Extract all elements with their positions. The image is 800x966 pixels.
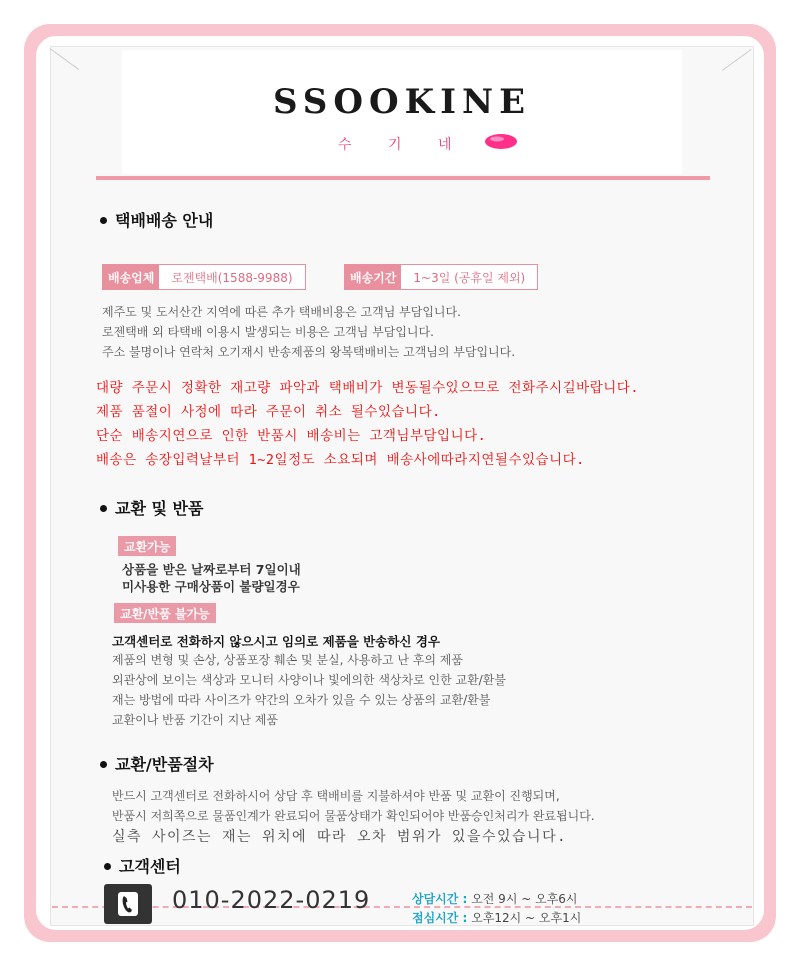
procedure-line: 반드시 고객센터로 전화하시어 상담 후 택배비를 지불하셔야 반품 및 교환이 진행되며, — [112, 789, 560, 803]
bullet-icon — [100, 217, 107, 224]
shipping-notes — [102, 302, 515, 362]
exchange-impossible-label: 교환/반품 불가능 — [114, 603, 216, 623]
exchange-possible-item: 상품을 받은 날짜로부터 7일이내 — [122, 562, 301, 577]
exchange-impossible-list — [112, 650, 506, 730]
procedure-lines — [112, 786, 595, 826]
brand-subtitle: 수 기 네 — [338, 137, 468, 153]
bullet-icon — [100, 761, 107, 768]
red-notice — [96, 376, 639, 472]
red-note: 배송은 송장입력날부터 1~2일정도 소요되며 배송사에따라지연될수있습니다. — [96, 452, 585, 468]
shipping-note: 제주도 및 도서산간 지역에 따른 추가 택배비용은 고객님 부담입니다. — [102, 305, 461, 319]
shipping-note: 로젠택배 외 타택배 이용시 발생되는 비용은 고객님 부담입니다. — [102, 325, 434, 339]
exchange-possible-item: 미사용한 구매상품이 불량일경우 — [122, 579, 300, 594]
consult-hours — [412, 890, 578, 907]
procedure-line: 반품시 저희쪽으로 물품인계가 완료되어 물품상태가 확인되어야 반품승인처리가 완료됩니다. — [112, 809, 595, 823]
exchange-possible-label: 교환가능 — [118, 536, 176, 556]
exchange-impossible-head: 고객센터로 전화하지 않으시고 임의로 제품을 반송하신 경우 — [112, 634, 440, 649]
red-note: 제품 품절이 사정에 따라 주문이 취소 될수있습니다. — [96, 404, 441, 420]
red-note: 단순 배송지연으로 인한 반품시 배송비는 고객님부담입니다. — [96, 428, 487, 444]
lunch-hours-value: 오후12시 ~ 오후1시 — [471, 911, 582, 925]
phone-icon — [104, 884, 152, 924]
contact-title: 고객센터 — [104, 854, 181, 877]
bullet-icon — [104, 863, 111, 870]
exchange-impossible-item: 제품의 변형 및 손상, 상품포장 훼손 및 분실, 사용하고 난 후의 제품 — [112, 653, 463, 667]
logo-divider — [96, 176, 710, 180]
shipping-title: 택배배송 안내 — [100, 208, 213, 231]
phone-number: 010-2022-0219 — [172, 886, 371, 914]
consult-hours-value: 오전 9시 ~ 오후6시 — [471, 892, 578, 906]
exchange-impossible-item: 외관상에 보이는 색상과 모니터 사양이나 빛에의한 색상차로 인한 교환/환불 — [112, 673, 506, 687]
period-tag — [344, 264, 538, 290]
carrier-label: 배송업체 — [103, 265, 159, 289]
procedure-title: 교환/반품절차 — [100, 752, 214, 775]
consult-hours-label: 상담시간 : — [412, 892, 468, 906]
red-note: 대량 주문시 정확한 재고량 파악과 택배비가 변동될수있으므로 전화주시길바랍니다. — [96, 380, 639, 396]
lunch-hours — [412, 909, 581, 926]
exchange-impossible-item: 교환이나 반품 기간이 지난 제품 — [112, 713, 278, 727]
carrier-value: 로젠택배(1588-9988) — [171, 270, 293, 285]
phone-glyph-icon — [117, 891, 139, 917]
period-value: 1~3일 (공휴일 제외) — [413, 270, 526, 285]
carrier-tag — [102, 264, 306, 290]
brand-logo: SSOOKINE — [272, 82, 532, 122]
dashed-border — [52, 906, 752, 928]
exchange-possible-list — [122, 561, 301, 595]
bullet-icon — [100, 505, 107, 512]
measure-note: 실측 사이즈는 재는 위치에 따라 오차 범위가 있을수있습니다. — [112, 829, 568, 845]
period-label: 배송기간 — [345, 265, 401, 289]
exchange-title: 교환 및 반품 — [100, 496, 203, 519]
lunch-hours-label: 점심시간 : — [412, 911, 468, 925]
exchange-impossible-item: 재는 방법에 따라 사이즈가 약간의 오차가 있을 수 있는 상품의 교환/환불 — [112, 693, 491, 707]
heart-icon — [484, 133, 518, 150]
shipping-note: 주소 불명이나 연락처 오기재시 반송제품의 왕복택배비는 고객님의 부담입니다. — [102, 345, 516, 359]
